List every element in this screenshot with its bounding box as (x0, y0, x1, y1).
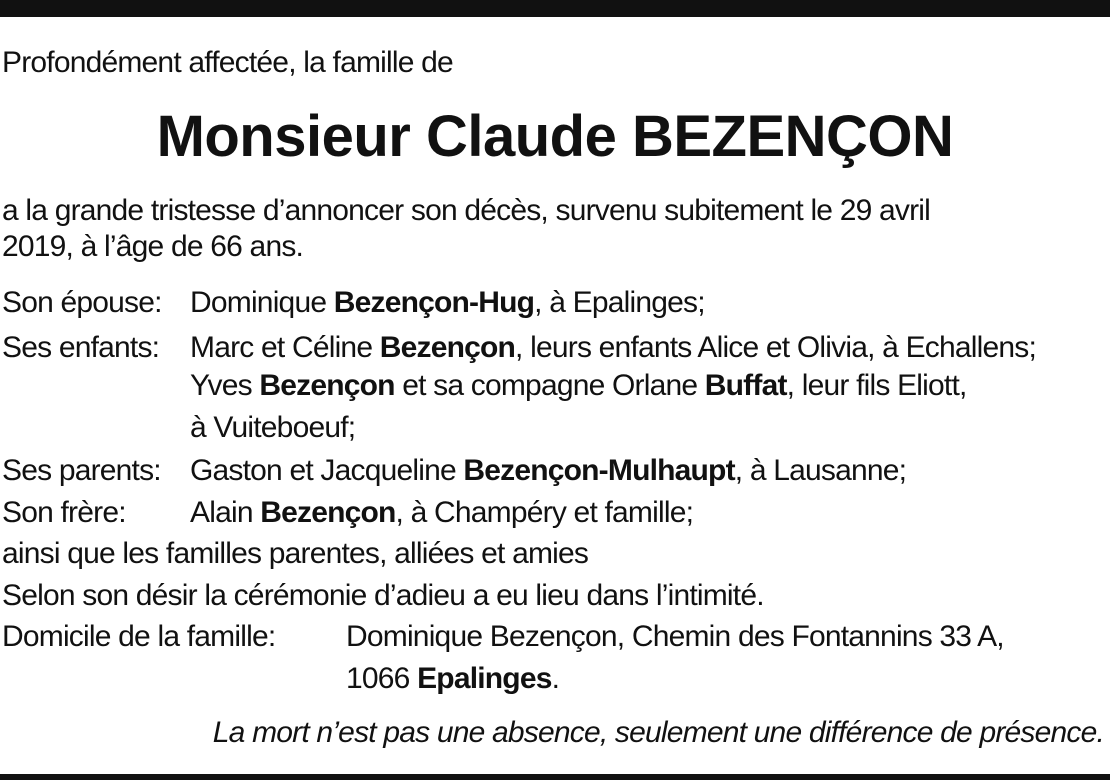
spouse-surname: Bezençon-Hug (333, 286, 535, 319)
parents-surname: Bezençon-Mulhaupt (463, 454, 735, 487)
brother-surname: Bezençon (260, 496, 396, 529)
top-border-rule (0, 0, 1110, 17)
children-row-1 (2, 331, 1036, 365)
children-row-3 (2, 411, 355, 445)
child-1-names: Marc et Céline (190, 331, 380, 364)
domicile-label: Domicile de la famille: (2, 620, 276, 653)
brother-first-name: Alain (190, 496, 261, 529)
child-2-partner: et sa compagne Orlane (394, 369, 705, 402)
spouse-first-name: Dominique (190, 286, 334, 319)
domicile-row (2, 620, 1004, 654)
parents-label: Ses parents: (2, 454, 161, 487)
bottom-border-rule (0, 774, 1110, 780)
child-2-details: , leur fils Eliott, (786, 369, 967, 402)
child-2-surname: Bezençon (259, 369, 395, 402)
domicile-postcode: 1066 (346, 662, 418, 695)
spouse-row (2, 286, 705, 320)
domicile-city: Epalinges (417, 662, 552, 695)
domicile-address: Dominique Bezençon, Chemin des Fontannins 33 A, (346, 620, 1004, 653)
brother-row (2, 496, 693, 530)
parents-location: , à Lausanne; (734, 454, 907, 487)
brother-location: , à Champéry et famille; (395, 496, 694, 529)
domicile-end: . (551, 662, 560, 695)
announcement-line-2: 2019, à l’âge de 66 ans. (2, 230, 304, 263)
motto-quote: La mort n’est pas une absence, seulement une différence de présence. (212, 716, 1104, 749)
intro-text: Profondément affectée, la famille de (2, 46, 453, 79)
children-label: Ses enfants: (2, 331, 160, 364)
spouse-label: Son épouse: (2, 286, 162, 319)
parents-first-names: Gaston et Jacqueline (190, 454, 464, 487)
child-1-surname: Bezençon (379, 331, 516, 364)
child-1-details: , leurs enfants Alice et Olivia, à Echallens; (515, 331, 1036, 364)
child-2-partner-surname: Buffat (704, 369, 787, 402)
brother-label: Son frère: (2, 496, 126, 529)
spouse-location: , à Epalinges; (534, 286, 705, 319)
domicile-city-row (2, 662, 559, 696)
families-line: ainsi que les familles parentes, alliées et amies (2, 537, 589, 570)
ceremony-line: Selon son désir la cérémonie d’adieu a eu lieu dans l’intimité. (2, 579, 764, 612)
deceased-name: Monsieur Claude BEZENÇON (156, 104, 954, 169)
child-2-location: à Vuiteboeuf; (190, 411, 356, 444)
child-2-first-name: Yves (190, 369, 260, 402)
parents-row (2, 454, 906, 488)
children-row-2 (2, 369, 967, 403)
announcement-line-1: a la grande tristesse d’annoncer son décès, survenu subitement le 29 avril (2, 194, 931, 227)
